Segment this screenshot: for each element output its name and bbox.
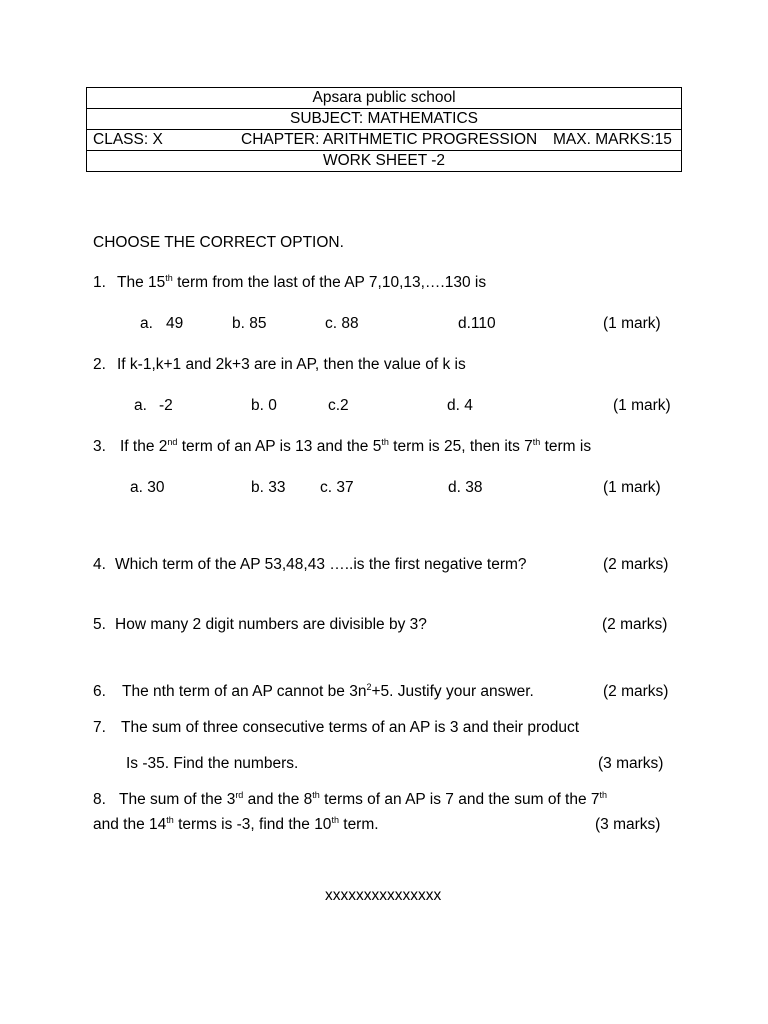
- chapter-label: CHAPTER: ARITHMETIC PROGRESSION: [241, 131, 538, 148]
- q5-marks: (2 marks): [602, 616, 668, 633]
- max-marks-label: MAX. MARKS:15: [553, 131, 672, 148]
- subject-label: SUBJECT: MATHEMATICS: [87, 109, 682, 130]
- question-8-text-line-2: and the 14th terms is -3, find the 10th term.: [93, 815, 379, 833]
- question-3-text: If the 2nd term of an AP is 13 and the 5th term is 25, then its 7th term is: [120, 437, 592, 455]
- q2-option-a-label: a.: [134, 397, 147, 414]
- q7-marks: (3 marks): [598, 755, 664, 772]
- question-2-text: If k-1,k+1 and 2k+3 are in AP, then the value of k is: [117, 356, 466, 373]
- question-8-text-line-1: The sum of the 3rd and the 8th terms of an AP is 7 and the sum of the 7th: [119, 790, 608, 808]
- question-7-number: 7.: [93, 719, 106, 736]
- q3-option-b: b. 33: [251, 479, 286, 496]
- q1-option-c: c. 88: [325, 315, 359, 332]
- question-5-number: 5.: [93, 616, 106, 633]
- class-label: CLASS: X: [93, 131, 163, 148]
- class-chapter-marks-row: [87, 130, 682, 151]
- q1-option-d: d.110: [458, 315, 496, 332]
- question-7-text-line-1: The sum of three consecutive terms of an AP is 3 and their product: [121, 719, 580, 736]
- q2-option-b: b. 0: [251, 397, 277, 414]
- q2-option-c: c.2: [328, 397, 349, 414]
- q1-marks: (1 mark): [603, 315, 661, 332]
- q4-marks: (2 marks): [603, 556, 669, 573]
- question-8-number: 8.: [93, 791, 106, 808]
- question-7-text-line-2: Is -35. Find the numbers.: [126, 755, 299, 772]
- question-1-number: 1.: [93, 274, 106, 291]
- school-name: Apsara public school: [87, 88, 682, 109]
- instruction-text: CHOOSE THE CORRECT OPTION.: [93, 234, 344, 251]
- q6-marks: (2 marks): [603, 683, 669, 700]
- question-2-number: 2.: [93, 356, 106, 373]
- q1-option-a: 49: [166, 315, 184, 332]
- q2-option-a: -2: [159, 397, 173, 414]
- question-3-number: 3.: [93, 438, 106, 455]
- question-6-text: The nth term of an AP cannot be $3n^2+5$. Justify your answer.: [122, 682, 534, 700]
- worksheet-title: WORK SHEET -2: [87, 151, 682, 172]
- q3-marks: (1 mark): [603, 479, 661, 496]
- q3-option-a: a. 30: [130, 479, 165, 496]
- question-6-number: 6.: [93, 683, 106, 700]
- q1-option-b: b. 85: [232, 315, 267, 332]
- question-5-text: How many 2 digit numbers are divisible by 3?: [115, 616, 427, 633]
- q2-option-d: d. 4: [447, 397, 473, 414]
- q2-marks: (1 mark): [613, 397, 671, 414]
- q3-option-d: d. 38: [448, 479, 483, 496]
- q8-marks: (3 marks): [595, 816, 661, 833]
- end-marker: xxxxxxxxxxxxxxx: [325, 887, 442, 904]
- q1-option-a-label: a.: [140, 315, 153, 332]
- question-1-text: The 15th term from the last of the AP 7,10,13,….130 is: [117, 273, 487, 291]
- q3-option-c: c. 37: [320, 479, 354, 496]
- question-4-number: 4.: [93, 556, 106, 573]
- worksheet-header-table: [86, 87, 682, 172]
- question-4-text: Which term of the AP 53,48,43 …..is the first negative term?: [115, 556, 527, 573]
